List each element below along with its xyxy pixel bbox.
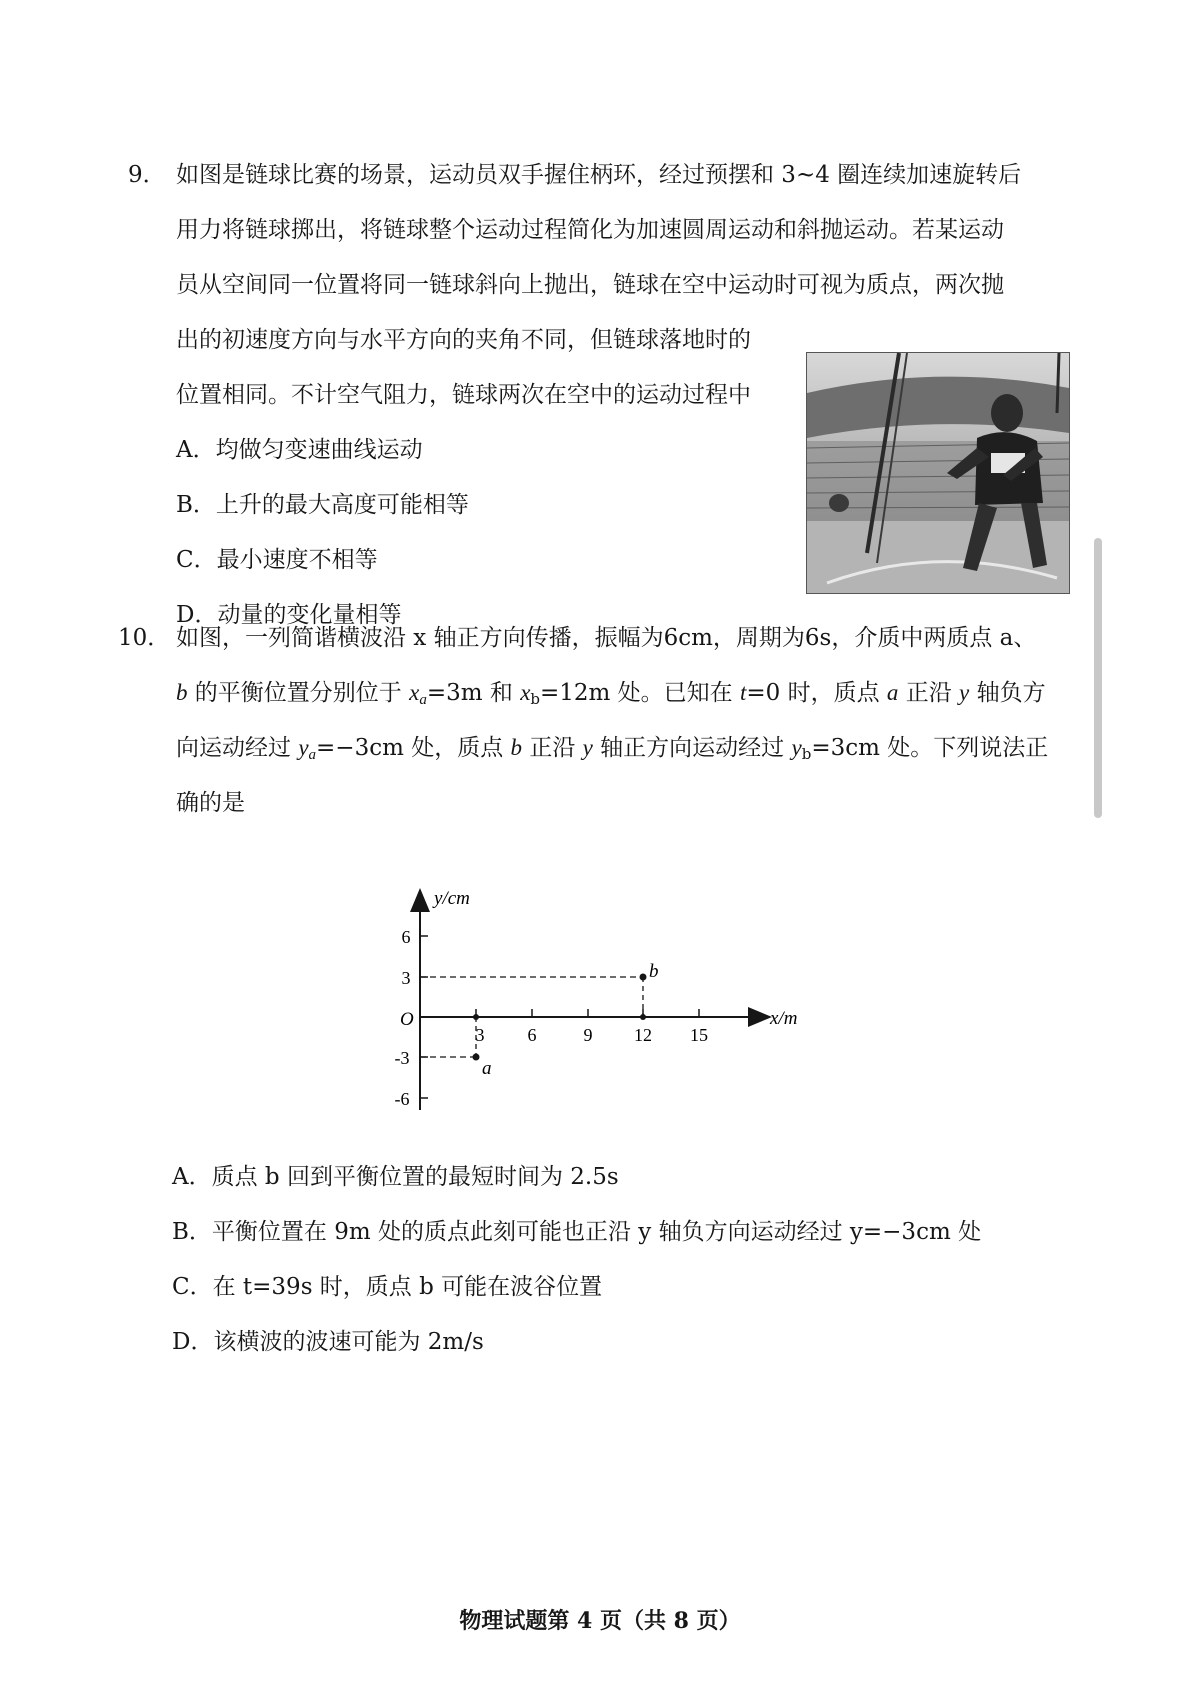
question-10-line-2 [176,676,1046,710]
point-label-a: a [482,1058,492,1079]
text-segment: =3cm 处。下列说法正 [811,735,1049,761]
text-segment: 正沿 [898,680,960,706]
y-tick-label-3: 3 [401,968,411,988]
x-tick-label-15: 15 [690,1025,708,1045]
subscript-a: a [419,692,427,708]
var-x: x [520,680,531,705]
hammer-throw-photo-drawing [807,353,1069,593]
var-b: b [510,735,523,760]
origin-label: O [400,1009,414,1030]
x-tick-label-3: 3 [475,1025,485,1045]
question-9-option-d: D．动量的变化量相等 [176,602,402,628]
var-t: t [740,680,747,705]
point-label-b: b [649,961,659,982]
page-footer: 物理试题第 4 页（共 8 页） [459,1608,741,1634]
var-a: a [886,680,899,705]
text-segment: 轴正方向运动经过 [592,735,792,761]
subscript-b: b [801,745,812,763]
var-y: y [959,680,970,705]
question-9-number: 9． [128,162,166,188]
question-9-line-3: 员从空间同一位置将同一链球斜向上抛出，链球在空中运动时可视为质点，两次抛 [176,272,1004,298]
scrollbar[interactable] [1094,538,1102,818]
point-a [473,1054,480,1061]
axis-dot-12 [640,1014,646,1020]
var-y: y [791,735,802,760]
question-9-option-c: C．最小速度不相等 [176,547,378,573]
text-segment: =12m 处。已知在 [540,680,740,706]
question-9-option-b: B．上升的最大高度可能相等 [176,492,469,518]
question-9-line-1: 如图是链球比赛的场景，运动员双手握住柄环，经过预摆和 3~4 圈连续加速旋转后 [176,162,1022,188]
y-tick-label-6: 6 [401,927,411,947]
text-segment: =3m 和 [426,680,521,706]
question-10-line-3 [176,731,1048,765]
text-segment: =0 时，质点 [746,680,887,706]
question-10-number: 10． [118,625,171,651]
question-10-option-b: B．平衡位置在 9m 处的质点此刻可能也正沿 y 轴负方向运动经过 y=−3cm 处 [172,1219,982,1245]
y-tick-label-neg6: -6 [394,1089,410,1109]
x-axis-label: x/m [770,1008,798,1029]
text-segment: 正沿 [522,735,583,761]
question-9-line-5: 位置相同。不计空气阻力，链球两次在空中的运动过程中 [176,382,751,408]
hammer-throw-photo [806,352,1070,594]
question-10-line-1: 如图，一列简谐横波沿 x 轴正方向传播，振幅为6cm，周期为6s，介质中两质点 a、 [176,625,1037,651]
text-segment: 轴负方 [969,680,1046,706]
question-9-line-4: 出的初速度方向与水平方向的夹角不同，但链球落地时的 [176,327,751,353]
wave-figure [370,860,798,1120]
x-tick-label-6: 6 [527,1025,537,1045]
var-y: y [582,735,593,760]
x-tick-label-9: 9 [583,1025,593,1045]
point-b [640,974,647,981]
question-9-line-2: 用力将链球掷出，将链球整个运动过程简化为加速圆周运动和斜抛运动。若某运动 [176,217,1004,243]
x-tick-label-12: 12 [634,1025,652,1045]
text-segment: 向运动经过 [176,735,299,761]
question-10-option-d: D．该横波的波速可能为 2m/s [172,1329,484,1355]
text-segment: 的平衡位置分别位于 [187,680,410,706]
y-tick-label-neg3: -3 [394,1048,410,1068]
y-axis-label: y/cm [434,888,470,909]
question-9-option-a: A．均做匀变速曲线运动 [176,437,423,463]
question-10-option-a: A．质点 b 回到平衡位置的最短时间为 2.5s [172,1164,619,1190]
subscript-b: b [530,690,541,708]
question-10-line-4: 确的是 [176,790,245,816]
text-segment: =−3cm 处，质点 [316,735,511,761]
var-y: y [298,735,309,760]
var-b: b [176,680,188,705]
axis-dot-3 [473,1014,479,1020]
question-10-option-c: C．在 t=39s 时，质点 b 可能在波谷位置 [172,1274,603,1300]
subscript-a: a [308,747,317,763]
var-x: x [409,680,420,705]
